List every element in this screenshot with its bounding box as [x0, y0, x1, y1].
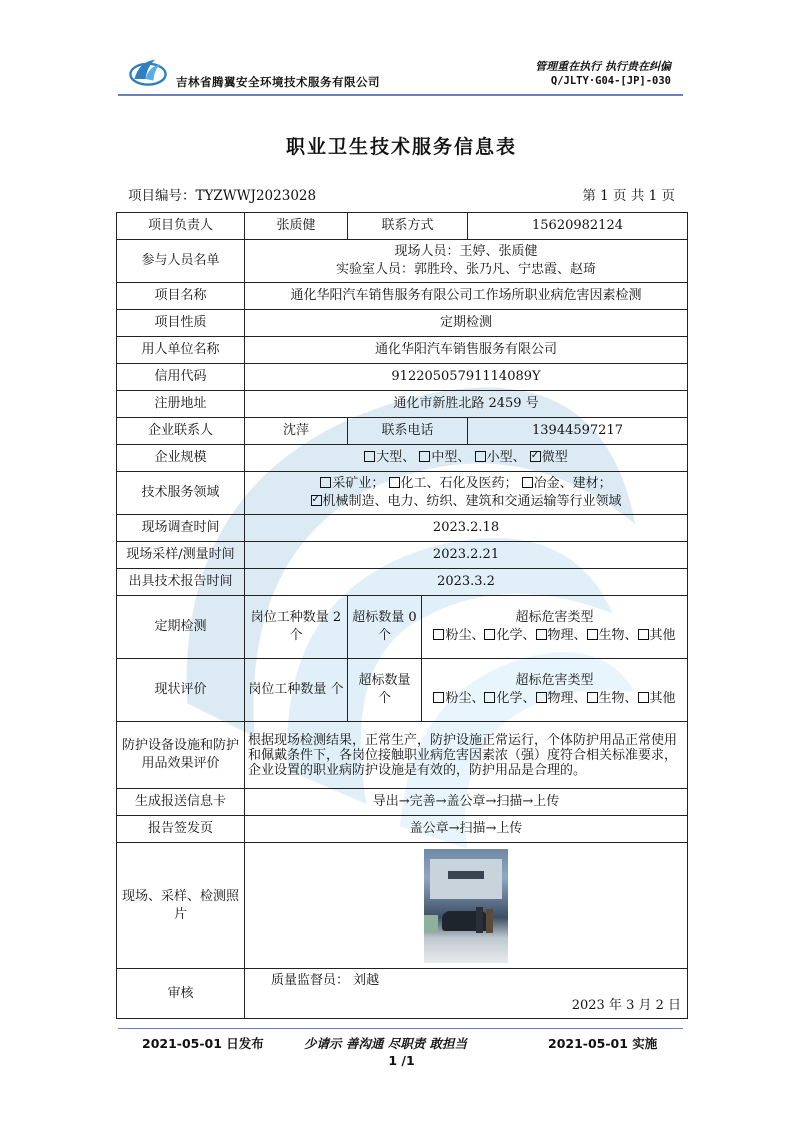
- sign-label: 报告签发页: [117, 816, 245, 843]
- hazard-chemical-label: 化学、: [496, 628, 536, 643]
- nature-label: 项目性质: [117, 310, 245, 337]
- status-hazard-types: [422, 659, 688, 722]
- hazard-dust-label: 粉尘、: [445, 628, 485, 643]
- review-cell: [245, 969, 688, 1019]
- table-row: [117, 364, 688, 391]
- card-label: 生成报送信息卡: [117, 789, 245, 816]
- field-machinery-checkbox[interactable]: [311, 495, 322, 506]
- periodic-exceed: 超标数量 0 个: [348, 596, 422, 659]
- sampling-time-value: 2023.2.21: [245, 542, 688, 569]
- issue-date: 2021-05-01 日发布: [142, 1036, 264, 1051]
- scale-medium-label: 中型、: [431, 450, 471, 465]
- status-hazard-type-label: 超标危害类型: [515, 673, 594, 688]
- table-row: [117, 283, 688, 310]
- company-name: 吉林省腾翼安全环境技术服务有限公司: [176, 75, 380, 89]
- header-divider: [118, 94, 683, 96]
- page-info: 第 1 页 共 1 页: [582, 188, 675, 204]
- table-row: [117, 843, 688, 969]
- table-row: [117, 569, 688, 596]
- address-label: 注册地址: [117, 391, 245, 418]
- table-row: [117, 213, 688, 240]
- project-number: 项目编号：TYZWWJ2023028: [128, 188, 317, 204]
- photo-person: [486, 909, 493, 933]
- hazard-physical-checkbox[interactable]: [536, 629, 547, 640]
- photo-label: 现场、采样、检测照片: [117, 843, 245, 969]
- table-row: [117, 310, 688, 337]
- field-chemical-label: 化工、石化及医药；: [400, 476, 518, 491]
- status-biological-checkbox[interactable]: [587, 692, 598, 703]
- employer-value: 通化华阳汽车销售服务有限公司: [245, 337, 688, 364]
- field-options: [245, 472, 688, 515]
- effective-date: 2021-05-01 实施: [548, 1036, 658, 1051]
- scale-small-label: 小型、: [486, 450, 526, 465]
- table-row: [117, 515, 688, 542]
- hazard-biological-checkbox[interactable]: [587, 629, 598, 640]
- photo-person: [476, 907, 483, 933]
- table-row: [117, 722, 688, 789]
- status-label: 现状评价: [117, 659, 245, 722]
- status-other-label: 其他: [649, 691, 676, 706]
- protection-value: 根据现场检测结果，正常生产，防护设施正常运行，个体防护用品正常使用和佩戴条件下，各岗位接触职业病危害因素浓（强）度符合相关标准要求，企业设置的职业病防护设施是有效的，防护用品是合理的。: [245, 722, 688, 789]
- periodic-posts: 岗位工种数量 2 个: [245, 596, 348, 659]
- periodic-label: 定期检测: [117, 596, 245, 659]
- table-row: [117, 240, 688, 283]
- scale-large-checkbox[interactable]: [364, 451, 375, 462]
- hazard-other-label: 其他: [649, 628, 676, 643]
- project-name-label: 项目名称: [117, 283, 245, 310]
- footer-divider: [118, 1028, 683, 1029]
- footer-slogan: 少请示 善沟通 尽职责 敢担当: [304, 1036, 468, 1051]
- phone-value: 13944597217: [468, 418, 688, 445]
- table-row: [117, 418, 688, 445]
- document-code: Q/JLTY·G04-[JP]-030: [550, 75, 671, 87]
- members-line-lab: 实验室人员：郭胜玲、张乃凡、宁忠霞、赵琦: [336, 262, 597, 277]
- status-physical-label: 物理、: [547, 691, 587, 706]
- credit-value: 91220505791114089Y: [245, 364, 688, 391]
- field-metallurgy-label: 冶金、建材；: [533, 476, 612, 491]
- report-time-value: 2023.3.2: [245, 569, 688, 596]
- review-date: 2023 年 3 月 2 日: [571, 998, 682, 1013]
- status-other-checkbox[interactable]: [638, 692, 649, 703]
- hazard-biological-label: 生物、: [598, 628, 638, 643]
- company-logo-icon: [128, 54, 168, 88]
- periodic-hazard-types: [422, 596, 688, 659]
- status-biological-label: 生物、: [598, 691, 638, 706]
- project-name-value: 通化华阳汽车销售服务有限公司工作场所职业病危害因素检测: [245, 283, 688, 310]
- hazard-physical-label: 物理、: [547, 628, 587, 643]
- status-posts: 岗位工种数量 个: [245, 659, 348, 722]
- contact-value: 15620982124: [468, 213, 688, 240]
- ent-contact-label: 企业联系人: [117, 418, 245, 445]
- phone-label: 联系电话: [348, 418, 468, 445]
- table-row: [117, 472, 688, 515]
- info-table: [116, 212, 688, 1019]
- leader-value: 张质健: [245, 213, 348, 240]
- table-row: [117, 969, 688, 1019]
- quality-supervisor: 质量监督员： 刘越: [271, 973, 380, 988]
- protection-label: 防护设备设施和防护用品效果评价: [117, 722, 245, 789]
- status-dust-label: 粉尘、: [445, 691, 485, 706]
- scale-label: 企业规模: [117, 445, 245, 472]
- site-photo[interactable]: [424, 849, 508, 963]
- status-physical-checkbox[interactable]: [536, 692, 547, 703]
- scale-small-checkbox[interactable]: [475, 451, 486, 462]
- photo-building: [430, 859, 502, 899]
- hazard-chemical-checkbox[interactable]: [484, 629, 495, 640]
- photo-cell: [245, 843, 688, 969]
- contact-label: 联系方式: [348, 213, 468, 240]
- field-chemical-checkbox[interactable]: [389, 477, 400, 488]
- table-row: [117, 789, 688, 816]
- table-row: [117, 816, 688, 843]
- survey-time-label: 现场调查时间: [117, 515, 245, 542]
- table-row: [117, 659, 688, 722]
- field-machinery-label: 机械制造、电力、纺织、建筑和交通运输等行业领域: [322, 494, 622, 509]
- hazard-other-checkbox[interactable]: [638, 629, 649, 640]
- photo-sign: [448, 871, 484, 879]
- card-value: 导出→完善→盖公章→扫描→上传: [245, 789, 688, 816]
- field-label: 技术服务领域: [117, 472, 245, 515]
- leader-label: 项目负责人: [117, 213, 245, 240]
- field-mining-label: 采矿业；: [332, 476, 385, 491]
- credit-label: 信用代码: [117, 364, 245, 391]
- photo-car-left: [424, 915, 438, 933]
- report-time-label: 出具技术报告时间: [117, 569, 245, 596]
- sign-value: 盖公章→扫描→上传: [245, 816, 688, 843]
- field-metallurgy-checkbox[interactable]: [522, 477, 533, 488]
- table-row: [117, 542, 688, 569]
- scale-medium-checkbox[interactable]: [419, 451, 430, 462]
- nature-value: 定期检测: [245, 310, 688, 337]
- scale-large-label: 大型、: [376, 450, 416, 465]
- table-row: [117, 391, 688, 418]
- field-mining-checkbox[interactable]: [320, 477, 331, 488]
- members-line-field: 现场人员：王婷、张质健: [394, 244, 538, 259]
- scale-micro-label: 微型: [541, 450, 568, 465]
- employer-label: 用人单位名称: [117, 337, 245, 364]
- header-motto: 管理重在执行 执行贵在纠偏: [535, 60, 671, 73]
- sampling-time-label: 现场采样/测量时间: [117, 542, 245, 569]
- members-label: 参与人员名单: [117, 240, 245, 283]
- page-number: 1 /1: [388, 1053, 415, 1068]
- address-value: 通化市新胜北路 2459 号: [245, 391, 688, 418]
- status-dust-checkbox[interactable]: [433, 692, 444, 703]
- status-chemical-checkbox[interactable]: [484, 692, 495, 703]
- hazard-type-label: 超标危害类型: [515, 610, 594, 625]
- table-row: [117, 445, 688, 472]
- status-exceed: 超标数量 个: [348, 659, 422, 722]
- hazard-dust-checkbox[interactable]: [433, 629, 444, 640]
- status-chemical-label: 化学、: [496, 691, 536, 706]
- survey-time-value: 2023.2.18: [245, 515, 688, 542]
- review-label: 审核: [117, 969, 245, 1019]
- ent-contact-value: 沈萍: [245, 418, 348, 445]
- page-header: [118, 52, 683, 94]
- scale-options: [245, 445, 688, 472]
- table-row: [117, 337, 688, 364]
- table-row: [117, 596, 688, 659]
- members-value: [245, 240, 688, 283]
- document-title: 职业卫生技术服务信息表: [285, 136, 517, 158]
- scale-micro-checkbox[interactable]: [530, 451, 541, 462]
